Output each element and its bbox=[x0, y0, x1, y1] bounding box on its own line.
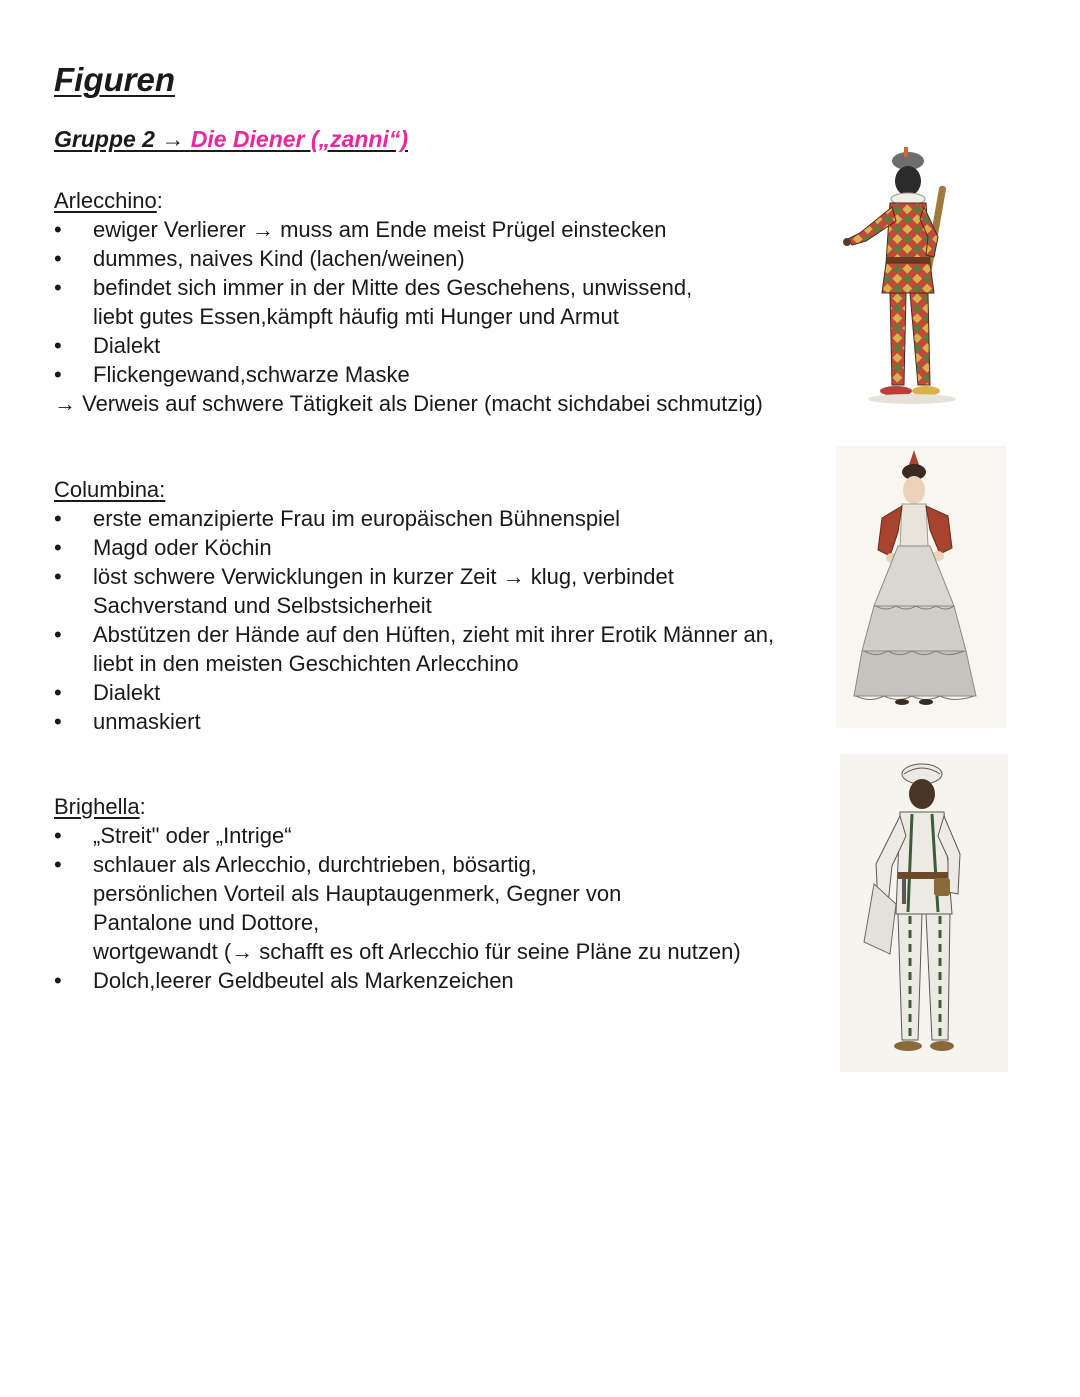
columbina-heading bbox=[54, 475, 834, 504]
list-item bbox=[54, 533, 834, 562]
arlecchino-heading bbox=[54, 186, 834, 215]
brighella-name: Brighella bbox=[54, 794, 140, 819]
list-item-text: ewiger Verlierer → muss am Ende meist Prügel einstecken bbox=[93, 217, 667, 242]
columbina-figure-icon bbox=[836, 446, 1006, 728]
columbina-illustration bbox=[836, 446, 1006, 728]
list-item-continuation: persönlichen Vorteil als Hauptaugenmerk, Gegner von bbox=[93, 881, 622, 906]
list-item bbox=[54, 850, 834, 966]
arlecchino-illustration bbox=[838, 145, 988, 423]
list-item-text: Dialekt bbox=[93, 680, 161, 705]
list-item-continuation: wortgewandt (→ schafft es oft Arlecchio für seine Pläne zu nutzen) bbox=[93, 939, 741, 964]
bullet-icon: • bbox=[54, 362, 62, 387]
list-item bbox=[54, 678, 834, 707]
list-item bbox=[54, 504, 834, 533]
list-item-text: löst schwere Verwicklungen in kurzer Zeit → klug, verbindet bbox=[93, 564, 674, 589]
list-item-text: Flickengewand,schwarze Maske bbox=[93, 362, 410, 387]
bullet-icon: • bbox=[54, 709, 62, 734]
list-item-text: schlauer als Arlecchio, durchtrieben, bösartig, bbox=[93, 852, 537, 877]
list-item-text: Dialekt bbox=[93, 333, 161, 358]
list-item bbox=[54, 620, 834, 678]
page-title: Figuren bbox=[54, 61, 175, 98]
brighella-colon: : bbox=[139, 794, 146, 819]
columbina-list bbox=[54, 504, 834, 736]
list-item-continuation: Pantalone und Dottore, bbox=[93, 910, 320, 935]
list-item bbox=[54, 244, 834, 273]
bullet-icon: • bbox=[54, 217, 62, 242]
bullet-icon: • bbox=[54, 275, 62, 300]
list-item bbox=[54, 360, 834, 389]
list-item bbox=[54, 215, 834, 244]
group-heading bbox=[54, 124, 408, 154]
list-item-text: unmaskiert bbox=[93, 709, 201, 734]
group-name: Die Diener („zanni“) bbox=[190, 126, 409, 152]
brighella-figure-icon bbox=[840, 754, 1008, 1072]
columbina-colon: : bbox=[159, 477, 166, 502]
arlecchino-figure-icon bbox=[838, 145, 988, 423]
bullet-icon: • bbox=[54, 333, 62, 358]
arlecchino-name: Arlecchino bbox=[54, 188, 157, 213]
bullet-icon: • bbox=[54, 968, 62, 993]
list-item-text: „Streit" oder „Intrige“ bbox=[93, 823, 292, 848]
brighella-list bbox=[54, 821, 834, 995]
list-item-text: dummes, naives Kind (lachen/weinen) bbox=[93, 246, 465, 271]
arlecchino-list bbox=[54, 215, 834, 389]
bullet-icon: • bbox=[54, 535, 62, 560]
bullet-icon: • bbox=[54, 506, 62, 531]
section-columbina bbox=[54, 475, 834, 736]
bullet-icon: • bbox=[54, 823, 62, 848]
list-item-text: Magd oder Köchin bbox=[93, 535, 272, 560]
list-item bbox=[54, 821, 834, 850]
list-item bbox=[54, 273, 834, 331]
list-item bbox=[54, 707, 834, 736]
arlecchino-colon: : bbox=[156, 188, 163, 213]
arlecchino-note: → Verweis auf schwere Tätigkeit als Diener (macht sichdabei schmutzig) bbox=[54, 391, 763, 416]
brighella-heading bbox=[54, 792, 834, 821]
list-item-text: erste emanzipierte Frau im europäischen Bühnenspiel bbox=[93, 506, 621, 531]
bullet-icon: • bbox=[54, 622, 62, 647]
bullet-icon: • bbox=[54, 564, 62, 589]
list-item-continuation: Sachverstand und Selbstsicherheit bbox=[93, 593, 432, 618]
bullet-icon: • bbox=[54, 680, 62, 705]
columbina-name: Columbina bbox=[54, 477, 160, 502]
brighella-illustration bbox=[840, 754, 1008, 1072]
list-item bbox=[54, 331, 834, 360]
list-item-text: Dolch,leerer Geldbeutel als Markenzeichen bbox=[93, 968, 514, 993]
group-prefix: Gruppe 2 → bbox=[54, 126, 191, 152]
list-item bbox=[54, 562, 834, 620]
bullet-icon: • bbox=[54, 246, 62, 271]
list-item bbox=[54, 966, 834, 995]
list-item-text: befindet sich immer in der Mitte des Geschehens, unwissend, bbox=[93, 275, 693, 300]
list-item-continuation: liebt in den meisten Geschichten Arlecchino bbox=[93, 651, 519, 676]
list-item-continuation: liebt gutes Essen,kämpft häufig mti Hunger und Armut bbox=[93, 304, 619, 329]
list-item-text: Abstützen der Hände auf den Hüften, zieht mit ihrer Erotik Männer an, bbox=[93, 622, 775, 647]
section-arlecchino bbox=[54, 186, 834, 418]
section-brighella bbox=[54, 792, 834, 995]
bullet-icon: • bbox=[54, 852, 62, 877]
